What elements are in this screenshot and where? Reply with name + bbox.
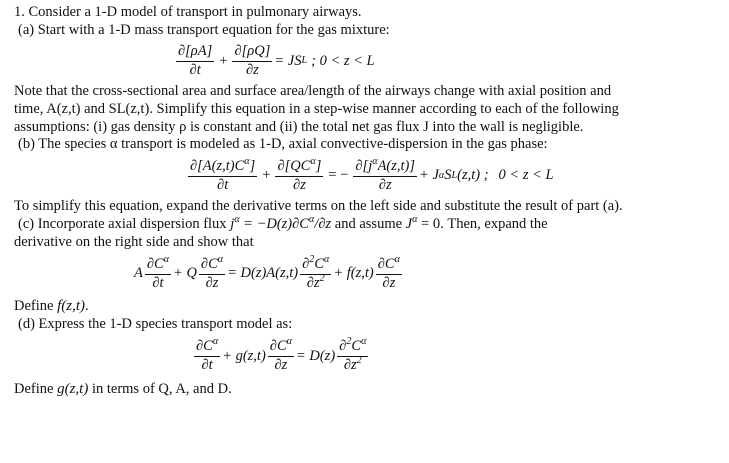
part-d-text: (d) Express the 1-D species transport model as: (18, 315, 293, 332)
eq2-t3-num: ∂[j (355, 157, 373, 174)
eq4-f2-den: ∂z (274, 357, 288, 374)
define-g-end: in terms of Q, A, and D. (91, 380, 232, 397)
eq2-t2-den: ∂z (293, 176, 306, 193)
eq4-frac3: $\frac{\partial^2C^\alpha}{\partial z^2}$ (339, 336, 367, 374)
eq4-f1-num: ∂C (196, 338, 213, 355)
eq2-term2: $\frac{\partial[QC^\alpha]}{\partial z}$ (277, 155, 322, 193)
eq3-f1-num: ∂C (146, 255, 164, 272)
part-c-J: J (405, 215, 413, 232)
define-f-line (14, 297, 719, 316)
note-line-3: assumptions: (i) gas density ρ is constant and (ii) the total net gas flux J into the wall is negligible. (14, 118, 584, 135)
eq3-f2-num: ∂C (200, 255, 218, 272)
eq1-term1-num: ∂[ρA] (178, 42, 213, 59)
eq1-term2-den: ∂z (246, 61, 259, 78)
eq4-f3-den: ∂z (343, 357, 357, 374)
note-line-1: Note that the cross-sectional area and surface area/length of the airways change with axial position and (14, 83, 612, 100)
define-g-line (14, 380, 719, 399)
eq2-tail3: (z,t) ; (457, 167, 489, 184)
define-f-end: . (85, 298, 89, 315)
eq1-term1 (176, 44, 214, 79)
eq4-plus-g: + g(z,t) (222, 347, 266, 364)
part-c-flux: j (230, 215, 235, 232)
equation-1: $\frac{\partial[\rho A]}{\partial t}$ + $\frac{\partial[\rho Q]}{\partial z}$ = JS L ; 0 < z < L (178, 42, 375, 78)
part-c-J-rhs: = 0 (421, 215, 441, 232)
eq3-frac3: $\frac{\partial^2C^\alpha}{\partial z^2}$ (302, 253, 330, 291)
define-f-expr: f(z,t) (57, 298, 85, 315)
eq3-f1-den: ∂t (152, 274, 164, 291)
eq3-mid: = D(z)A(z,t) (227, 265, 299, 282)
part-b-text: (b) The species α transport is modeled as 1-D, axial convective-dispersion in the gas phase: (18, 136, 548, 153)
eq3-f2-den: ∂z (205, 274, 219, 291)
part-c-flux-rhs: = −D(z)∂C (243, 215, 309, 232)
eq3-frac2: $\frac{\partial C^\alpha}{\partial z}$ (200, 253, 224, 291)
simplify-text: To simplify this equation, expand the derivative terms on the left side and substitute the result of part (a). (14, 198, 623, 215)
eq2-t1-den: ∂t (217, 176, 229, 193)
eq2-t1-num: ∂[A(z,t)C (190, 157, 245, 174)
eq3-f3-den: ∂z (306, 274, 320, 291)
eq4-f3-num: ∂ (339, 338, 347, 355)
eq3-plus-Q: + Q (173, 265, 197, 282)
eq3-plus-f: + f(z,t) (333, 265, 374, 282)
note-line-2: time, A(z,t) and SL(z,t). Simplify this equation in a step-wise manner according to each of the following (14, 101, 619, 118)
define-f-label: Define (14, 298, 54, 315)
part-c-flux-tail: /∂z (314, 215, 332, 232)
eq4-mid: = D(z) (295, 347, 336, 364)
equation-2: $\frac{\partial[A(z,t)C^\alpha]}{\partial t}$ + $\frac{\partial[QC^\alpha]}{\partial z}$ = − $\frac{\partial[j^\alpha A(z,t)]}{\partial z}$ + J α S L (z,t) ; 0 < z < L (190, 155, 554, 193)
eq2-t3-den: ∂z (378, 176, 392, 193)
eq3-f4-den: ∂z (382, 274, 396, 291)
eq4-f3-num-tail: C (351, 338, 362, 355)
eq2-term1: $\frac{\partial[A(z,t)C^\alpha]}{\partial t}$ (190, 155, 256, 193)
eq2-term3: $\frac{\partial[j^\alpha A(z,t)]}{\partial z}$ (355, 155, 416, 193)
part-c-line-2: derivative on the right side and show that (14, 233, 254, 250)
define-g-expr: g(z,t) (57, 380, 89, 397)
equation-4 (192, 334, 719, 380)
eq4-frac2: $\frac{\partial C^\alpha}{\partial z}$ (269, 336, 292, 374)
eq3-frac4: $\frac{\partial C^\alpha}{\partial z}$ (377, 253, 400, 291)
part-c-line-1: (c) Incorporate axial dispersion flux $j^\alpha = -D(z)\partial C^\alpha/\partial z$ and assume $J^\alpha = 0$. Then, expand the (18, 213, 548, 232)
eq1-term1-den: ∂t (189, 61, 201, 78)
eq2-domain: 0 < z < L (498, 167, 554, 184)
part-c-text-3: . Then, expand the (440, 215, 548, 232)
eq1-domain: ; 0 < z < L (311, 52, 375, 69)
equation-3 (134, 251, 719, 297)
eq2-t3-num-tail: A(z,t)] (377, 157, 416, 174)
eq2-tail: + J (419, 167, 439, 184)
eq1-term2 (232, 44, 272, 79)
eq3-f3-num-tail: C (314, 255, 324, 272)
eq2-tail2: S (444, 167, 452, 184)
eq1-rhs: = JS (274, 52, 302, 69)
eq1-term2-num: ∂[ρQ] (234, 42, 271, 59)
eq3-lead: A (134, 265, 143, 282)
eq4-frac1: $\frac{\partial C^\alpha}{\partial t}$ (196, 336, 219, 374)
part-c-text-1: (c) Incorporate axial dispersion flux (18, 215, 227, 232)
eq3-frac1: $\frac{\partial C^\alpha}{\partial t}$ (146, 253, 170, 291)
part-a-text: (a) Start with a 1-D mass transport equation for the gas mixture: (18, 21, 390, 38)
eq4-f1-den: ∂t (201, 357, 213, 374)
eq3-f3-num: ∂ (302, 255, 310, 272)
problem-intro: 1. Consider a 1-D model of transport in pulmonary airways. (14, 4, 362, 20)
define-g-label: Define (14, 380, 54, 397)
part-c-text-2: and assume (334, 215, 403, 232)
eq4-f2-num: ∂C (269, 338, 287, 355)
eq2-t2-num: ∂[QC (277, 157, 311, 174)
eq3-f4-num: ∂C (377, 255, 395, 272)
